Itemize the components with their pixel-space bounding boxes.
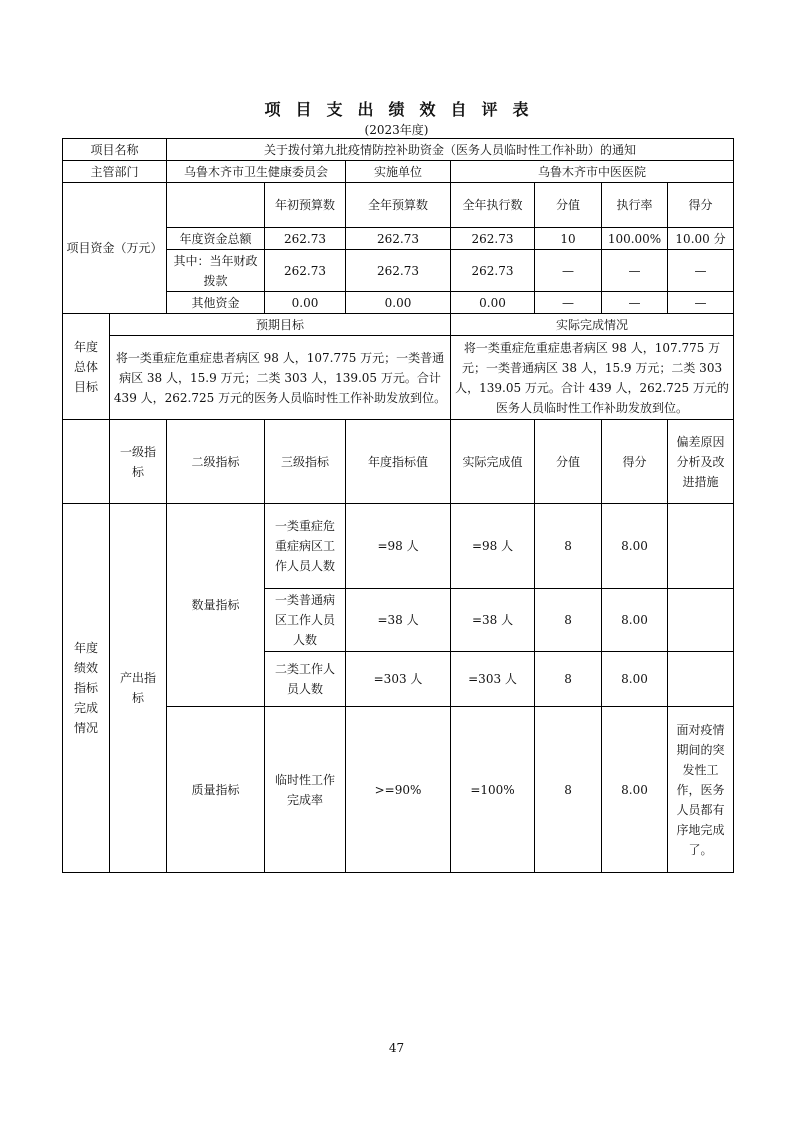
level3-indicator: 一类普通病区工作人员人数 bbox=[265, 589, 346, 652]
expected-goal-text: 将一类重症危重症患者病区 98 人，107.775 万元；一类普通病区 38 人，15.9 万元；二类 303 人，139.05 万元。合计 439 人，262.725 万元的医务人员临时性工作补助发放到位。 bbox=[110, 336, 451, 420]
dept-label: 主管部门 bbox=[63, 161, 167, 183]
funds-cell: 0.00 bbox=[265, 292, 346, 314]
funds-cell: 262.73 bbox=[451, 228, 535, 250]
deviation-note bbox=[668, 652, 734, 707]
target-value: =38 人 bbox=[346, 589, 451, 652]
funds-cell: — bbox=[535, 250, 602, 292]
funds-cell: — bbox=[535, 292, 602, 314]
performance-section-label: 年度绩效指标完成情况 bbox=[63, 504, 110, 873]
funds-cell: 262.73 bbox=[346, 228, 451, 250]
funds-cell: 262.73 bbox=[265, 250, 346, 292]
actual-value: =303 人 bbox=[451, 652, 535, 707]
funds-row-label: 其中：当年财政拨款 bbox=[167, 250, 265, 292]
unit-value: 乌鲁木齐市中医医院 bbox=[451, 161, 734, 183]
actual-value: =38 人 bbox=[451, 589, 535, 652]
actual-goal-header: 实际完成情况 bbox=[451, 314, 734, 336]
score-value: 8 bbox=[535, 589, 602, 652]
quantity-indicator-label: 数量指标 bbox=[167, 504, 265, 707]
funds-cell: 0.00 bbox=[346, 292, 451, 314]
level3-indicator: 二类工作人员人数 bbox=[265, 652, 346, 707]
funds-header-row bbox=[63, 183, 734, 228]
report-year: (2023年度) bbox=[364, 123, 429, 137]
project-name-row bbox=[63, 139, 734, 161]
score-value: 8 bbox=[535, 652, 602, 707]
funds-cell: — bbox=[668, 250, 734, 292]
unit-label: 实施单位 bbox=[346, 161, 451, 183]
got-value: 8.00 bbox=[602, 707, 668, 873]
funds-header: 执行率 bbox=[602, 183, 668, 228]
funds-cell: 10 bbox=[535, 228, 602, 250]
target-value: =98 人 bbox=[346, 504, 451, 589]
indicator-corner-blank bbox=[63, 420, 110, 504]
score-value: 8 bbox=[535, 504, 602, 589]
expected-goal-header: 预期目标 bbox=[110, 314, 451, 336]
goals-text-row bbox=[63, 336, 734, 420]
funds-cell: 100.00% bbox=[602, 228, 668, 250]
deviation-note bbox=[668, 504, 734, 589]
score-value: 8 bbox=[535, 707, 602, 873]
department-row bbox=[63, 161, 734, 183]
quality-indicator-label: 质量指标 bbox=[167, 707, 265, 873]
got-value: 8.00 bbox=[602, 652, 668, 707]
target-value: =303 人 bbox=[346, 652, 451, 707]
funds-header: 分值 bbox=[535, 183, 602, 228]
funds-header: 全年执行数 bbox=[451, 183, 535, 228]
actual-value: =98 人 bbox=[451, 504, 535, 589]
funds-blank-header bbox=[167, 183, 265, 228]
goals-label: 年度总体目标 bbox=[63, 314, 110, 420]
deviation-note bbox=[668, 589, 734, 652]
actual-value: =100% bbox=[451, 707, 535, 873]
indicator-header: 实际完成值 bbox=[451, 420, 535, 504]
funds-header: 得分 bbox=[668, 183, 734, 228]
project-name-value: 关于拨付第九批疫情防控补助资金（医务人员临时性工作补助）的通知 bbox=[167, 139, 734, 161]
funds-cell: 10.00 分 bbox=[668, 228, 734, 250]
funds-cell: — bbox=[668, 292, 734, 314]
dept-value: 乌鲁木齐市卫生健康委员会 bbox=[167, 161, 346, 183]
funds-cell: — bbox=[602, 250, 668, 292]
funds-cell: 262.73 bbox=[265, 228, 346, 250]
page-title: 项目支出绩效自评表 bbox=[264, 100, 544, 119]
deviation-note: 面对疫情期间的突发性工作，医务人员都有序地完成了。 bbox=[668, 707, 734, 873]
indicator-header: 三级指标 bbox=[265, 420, 346, 504]
funds-row-label: 其他资金 bbox=[167, 292, 265, 314]
self-evaluation-table bbox=[62, 138, 734, 873]
funds-cell: 0.00 bbox=[451, 292, 535, 314]
indicator-header: 二级指标 bbox=[167, 420, 265, 504]
indicator-header: 得分 bbox=[602, 420, 668, 504]
funds-header: 年初预算数 bbox=[265, 183, 346, 228]
project-name-label: 项目名称 bbox=[63, 139, 167, 161]
funds-header: 全年预算数 bbox=[346, 183, 451, 228]
indicator-header: 偏差原因分析及改进措施 bbox=[668, 420, 734, 504]
funds-label: 项目资金（万元） bbox=[63, 183, 167, 314]
level1-indicator: 产出指标 bbox=[110, 504, 167, 873]
target-value: >=90% bbox=[346, 707, 451, 873]
indicator-header: 分值 bbox=[535, 420, 602, 504]
level3-indicator: 临时性工作完成率 bbox=[265, 707, 346, 873]
got-value: 8.00 bbox=[602, 589, 668, 652]
funds-cell: — bbox=[602, 292, 668, 314]
funds-cell: 262.73 bbox=[451, 250, 535, 292]
actual-goal-text: 将一类重症危重症患者病区 98 人，107.775 万元；一类普通病区 38 人，15.9 万元；二类 303 人，139.05 万元。合计 439 人，262.725 万元的医务人员临时性工作补助发放到位。 bbox=[451, 336, 734, 420]
got-value: 8.00 bbox=[602, 504, 668, 589]
funds-cell: 262.73 bbox=[346, 250, 451, 292]
indicator-header: 年度指标值 bbox=[346, 420, 451, 504]
goals-header-row bbox=[63, 314, 734, 336]
indicator-row bbox=[63, 504, 734, 589]
page-number: 47 bbox=[388, 1041, 405, 1055]
funds-row-label: 年度资金总额 bbox=[167, 228, 265, 250]
indicator-header-row bbox=[63, 420, 734, 504]
indicator-header: 一级指标 bbox=[110, 420, 167, 504]
level3-indicator: 一类重症危重症病区工作人员人数 bbox=[265, 504, 346, 589]
